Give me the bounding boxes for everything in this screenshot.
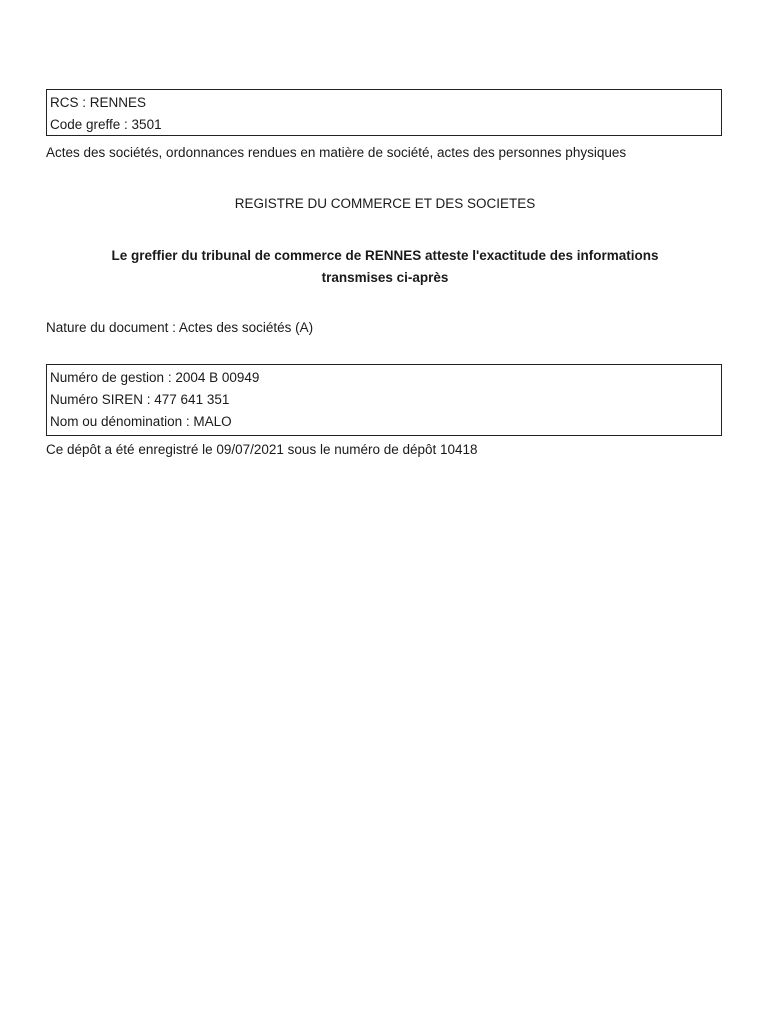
nature-document: Nature du document : Actes des sociétés (A) xyxy=(46,320,314,335)
numero-siren-line: Numéro SIREN : 477 641 351 xyxy=(50,392,230,407)
attestation-line-1: Le greffier du tribunal de commerce de RENNES atteste l'exactitude des informations xyxy=(111,248,659,263)
registry-title: REGISTRE DU COMMERCE ET DES SOCIETES xyxy=(234,196,536,211)
rcs-line: RCS : RENNES xyxy=(50,95,147,110)
rcs-box xyxy=(46,89,722,136)
document-subtitle: Actes des sociétés, ordonnances rendues en matière de société, actes des personnes physiques xyxy=(46,145,627,160)
numero-gestion-line: Numéro de gestion : 2004 B 00949 xyxy=(50,370,260,385)
attestation-line-2: transmises ci-après xyxy=(321,270,449,285)
denomination-line: Nom ou dénomination : MALO xyxy=(50,414,232,429)
identification-box xyxy=(46,364,722,436)
code-greffe-line: Code greffe : 3501 xyxy=(50,117,162,132)
depot-statement: Ce dépôt a été enregistré le 09/07/2021 sous le numéro de dépôt 10418 xyxy=(46,442,478,457)
